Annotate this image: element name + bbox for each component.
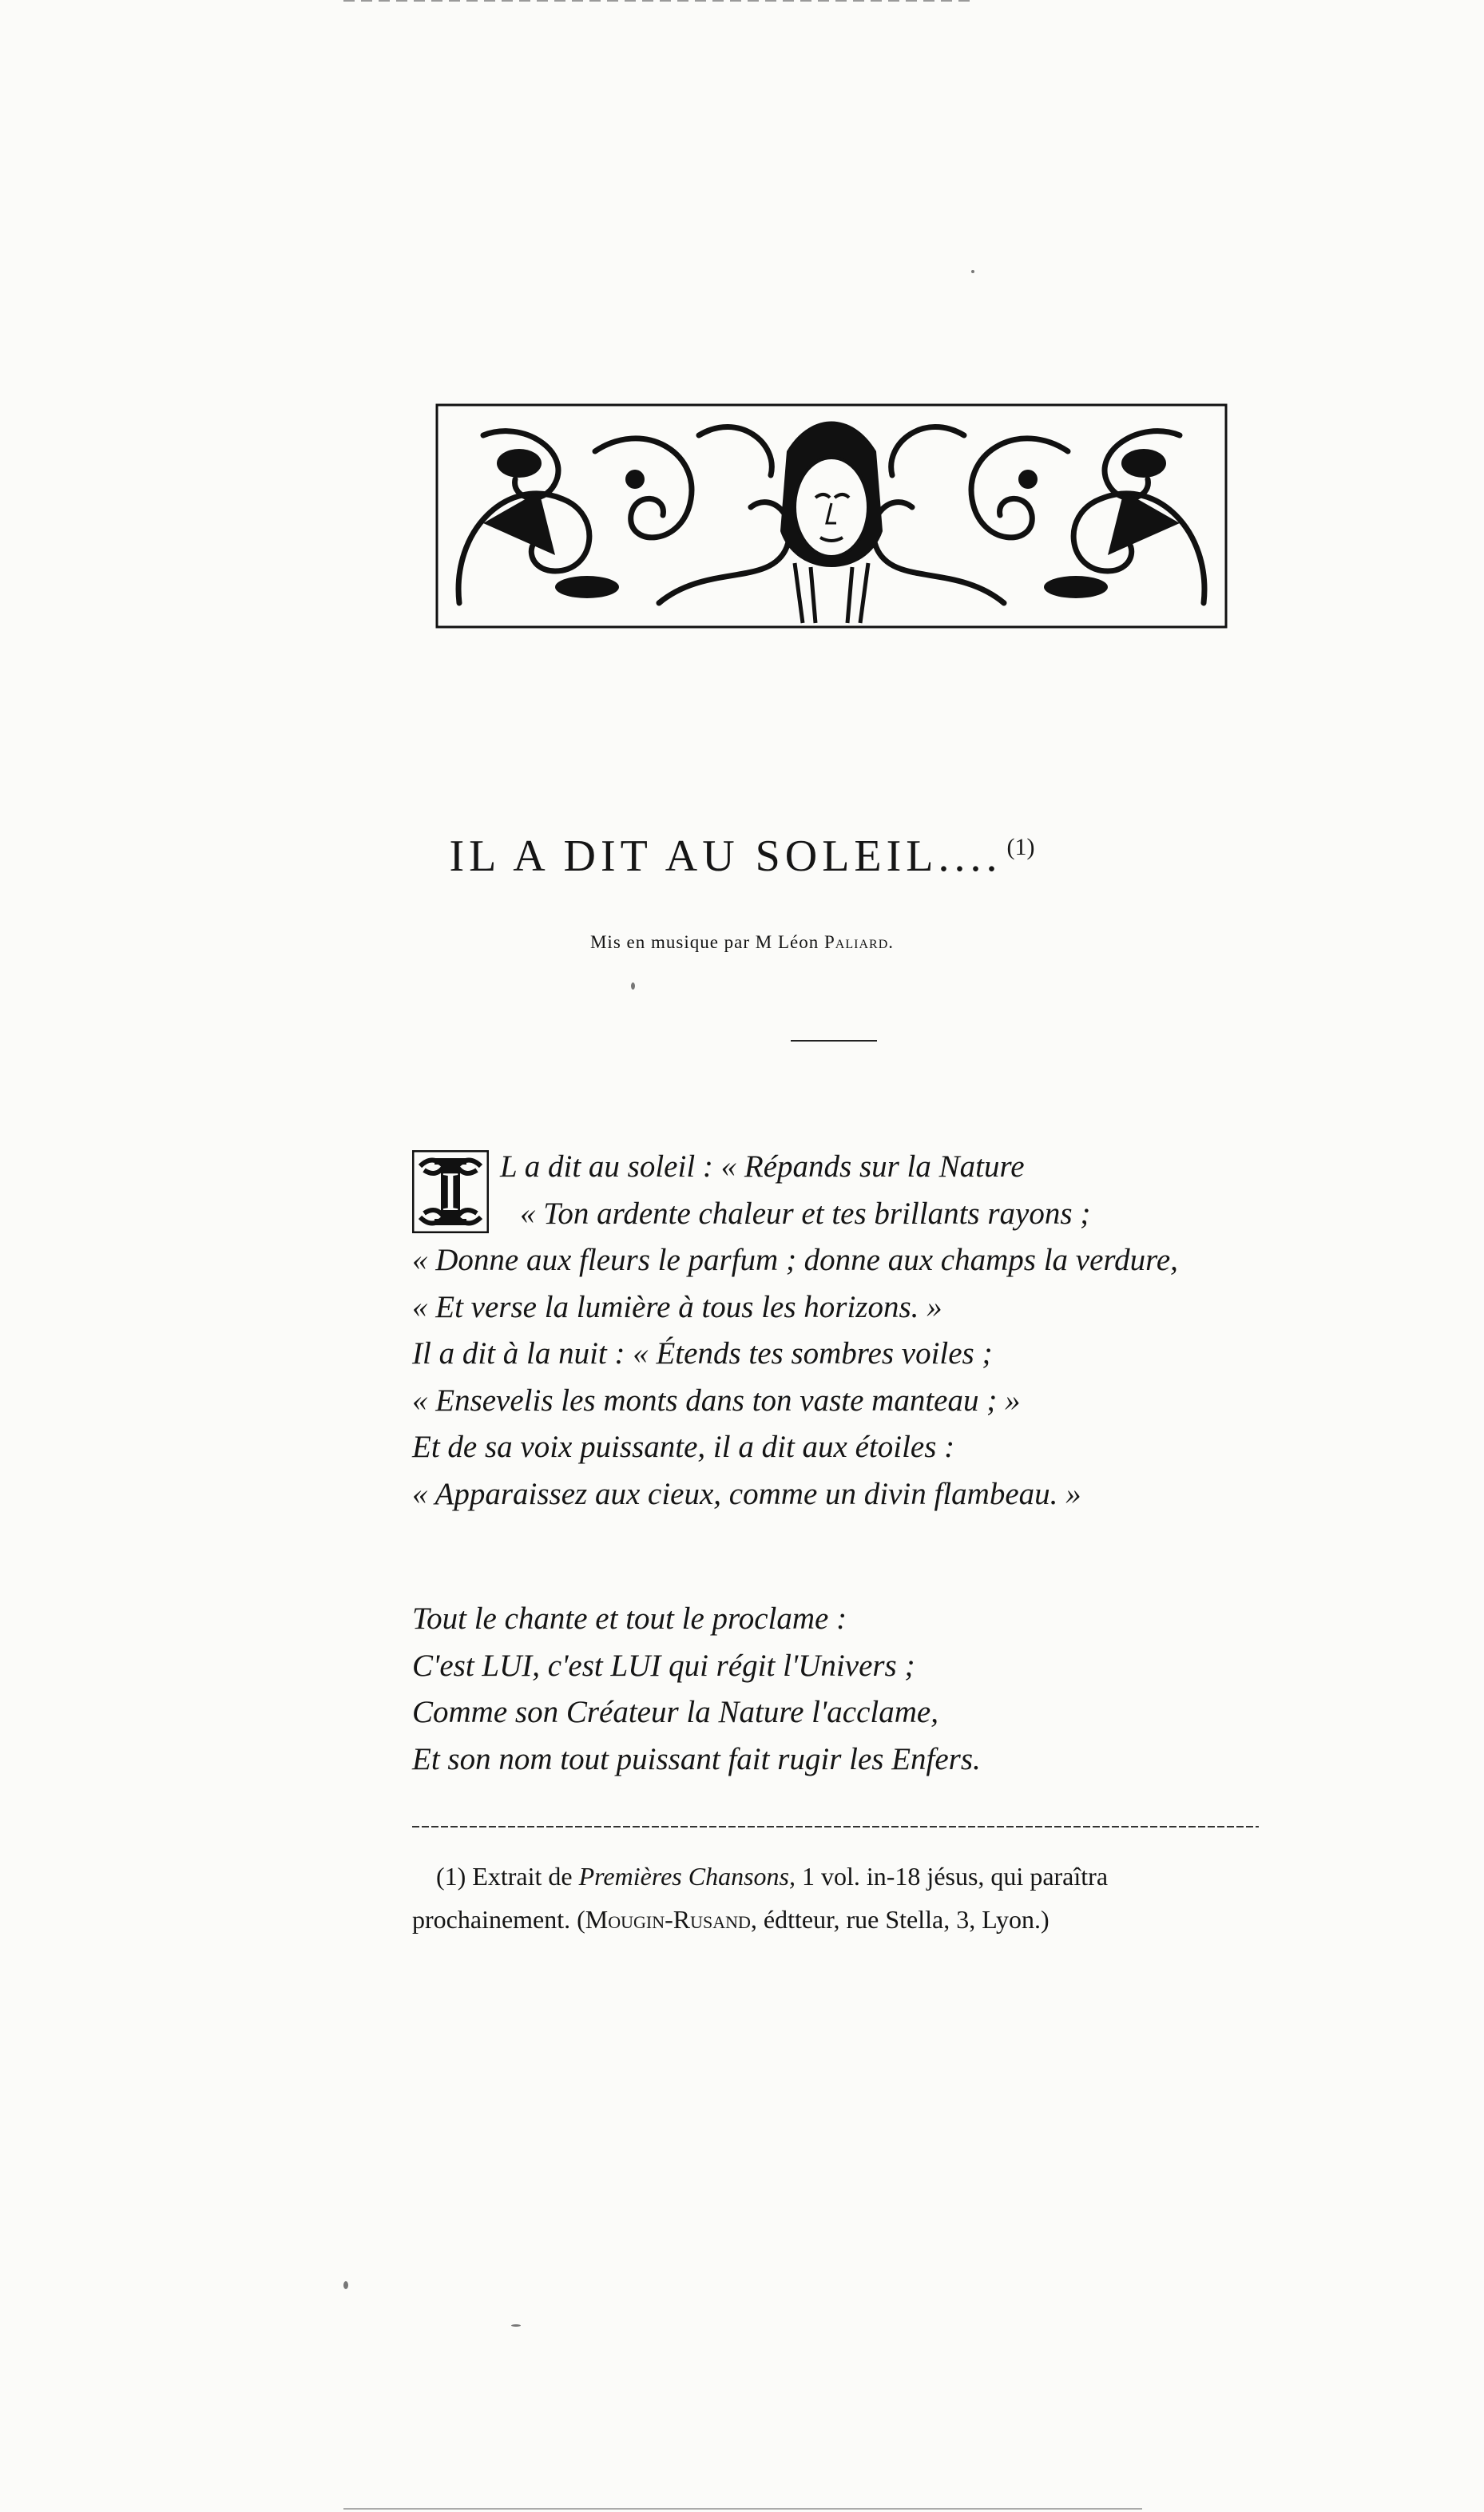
- verse-line: « Apparaissez aux cieux, comme un divin flambeau. »: [412, 1476, 1081, 1511]
- scan-speck: [343, 2281, 348, 2289]
- book-title: Premières Chansons,: [578, 1862, 796, 1891]
- footnote-separator: [412, 1826, 1259, 1827]
- dropcap-letter: I: [441, 1161, 460, 1223]
- publisher-name: Mougin-Rusand,: [585, 1905, 757, 1934]
- stanza-gap: [412, 1518, 1259, 1596]
- verse-line: « Donne aux fleurs le parfum ; donne aux champs la verdure,: [412, 1243, 1178, 1277]
- footnote-marker: (1): [436, 1862, 466, 1891]
- credit-surname: Paliard.: [824, 932, 894, 952]
- footnote-text: prochainement. (: [412, 1905, 585, 1934]
- footnote-line-1: [412, 1855, 1259, 1898]
- footnote-text: Extrait de: [472, 1862, 573, 1891]
- stanza-1: [412, 1144, 1259, 1518]
- footnote-text: 1 vol. in-18 jésus, qui paraîtra: [801, 1862, 1109, 1891]
- stanza-2: [412, 1596, 1259, 1783]
- footnote-line-2: [412, 1898, 1259, 1941]
- verse-line: Il a dit à la nuit : « Étends tes sombres voiles ;: [412, 1336, 993, 1371]
- verse-line: « Et verse la lumière à tous les horizons. »: [412, 1289, 942, 1324]
- scan-speck: [971, 270, 974, 273]
- verse-line: L a dit au soleil : « Répands sur la Nature: [500, 1149, 1025, 1184]
- verse-line: Et son nom tout puissant fait rugir les Enfers.: [412, 1741, 981, 1776]
- music-credit: [0, 932, 1484, 953]
- scan-speck: [631, 982, 635, 990]
- verse-line: Tout le chante et tout le proclame :: [412, 1601, 847, 1636]
- verse-line: Comme son Créateur la Nature l'acclame,: [412, 1695, 938, 1729]
- footnote-text: édtteur, rue Stella, 3, Lyon.): [763, 1905, 1050, 1934]
- verse-line: « Ensevelis les monts dans ton vaste manteau ; »: [412, 1383, 1021, 1418]
- title-separator: [791, 1040, 877, 1042]
- footnote: [412, 1855, 1259, 1941]
- verse-line: « Ton ardente chaleur et tes brillants rayons ;: [520, 1196, 1091, 1231]
- credit-prefix: Mis en musique par M: [589, 932, 773, 952]
- verse-line: Et de sa voix puissante, il a dit aux étoiles :: [412, 1430, 955, 1464]
- title-text: IL A DIT AU SOLEIL....: [449, 831, 1002, 881]
- ornamental-headpiece-icon: [435, 403, 1228, 629]
- poem-body: [412, 1144, 1259, 1783]
- scan-speck: [511, 2324, 521, 2327]
- poem-title: [0, 831, 1484, 882]
- credit-firstname: Léon: [778, 932, 819, 952]
- footnote-reference: (1): [1006, 834, 1035, 861]
- page-edge-top: [343, 0, 974, 2]
- verse-line: C'est LUI, c'est LUI qui régit l'Univers ;: [412, 1648, 915, 1683]
- page-edge-bottom: [343, 2508, 1142, 2510]
